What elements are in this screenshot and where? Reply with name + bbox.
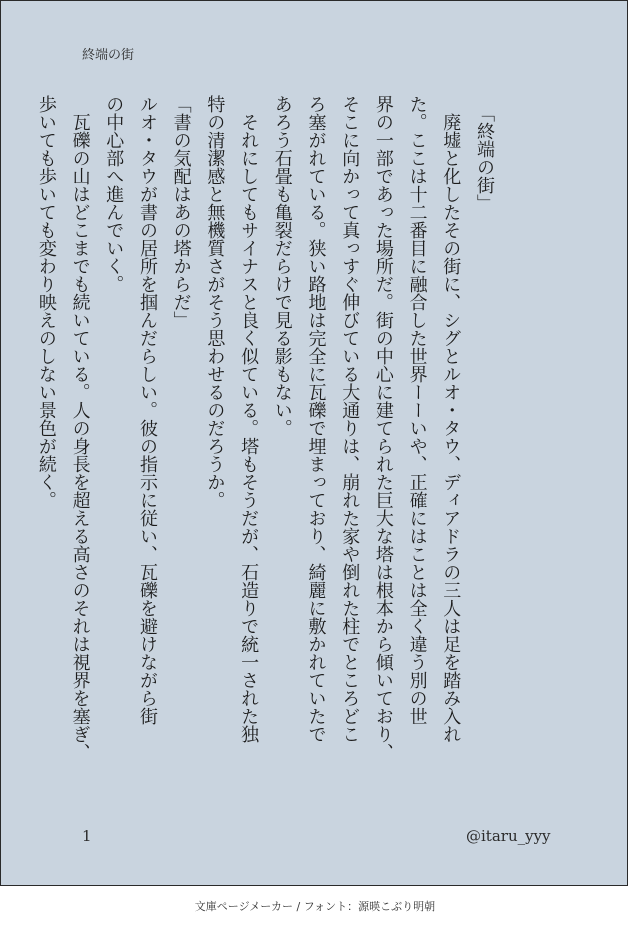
text-line: ろ塞がれている。狭い路地は完全に瓦礫で埋まっており、綺麗に敷かれていたで bbox=[305, 95, 327, 743]
text-line: 「書の気配はあの塔からだ」 bbox=[170, 95, 192, 329]
page-number: 1 bbox=[82, 827, 92, 845]
text-line: あろう石畳も亀裂だらけで見る影もない。 bbox=[271, 95, 293, 437]
text-line: 「終端の街」 bbox=[474, 95, 495, 212]
text-line: 廃墟と化したその街に、シグとルオ・タウ、ディアドラの三人は足を踏み入れ bbox=[440, 95, 462, 743]
text-line: 界の一部であった場所だ。街の中心に建てられた巨大な塔は根本から傾いており、 bbox=[372, 95, 394, 761]
text-line: の中心部へ進んでいく。 bbox=[103, 95, 125, 293]
author-handle: @itaru_yyy bbox=[466, 827, 551, 845]
text-line: ルオ・タウが書の居所を掴んだらしい。彼の指示に従い、瓦礫を避けながら街 bbox=[136, 95, 158, 725]
text-line: そこに向かって真っすぐ伸びている大通りは、崩れた家や倒れた柱でところどこ bbox=[339, 95, 361, 743]
running-head: 終端の街 bbox=[82, 48, 135, 63]
text-line: 歩いても歩いても変わり映えのしない景色が続く。 bbox=[35, 95, 57, 509]
text-line: それにしてもサイナスと良く似ている。塔もそうだが、石造りで統一された独 bbox=[238, 95, 260, 743]
text-line: 特の清潔感と無機質さがそう思わせるのだろうか。 bbox=[204, 95, 226, 509]
generator-credit: 文庫ページメーカー / フォント：源暎こぶり明朝 bbox=[194, 900, 436, 913]
vertical-body-text bbox=[35, 95, 501, 810]
text-line: 瓦礫の山はどこまでも続いている。人の身長を超える高さのそれは視界を塞ぎ、 bbox=[69, 95, 91, 761]
text-line: た。ここは十二番目に融合した世界ーーいや、正確にはことは全く違う別の世 bbox=[406, 95, 428, 725]
